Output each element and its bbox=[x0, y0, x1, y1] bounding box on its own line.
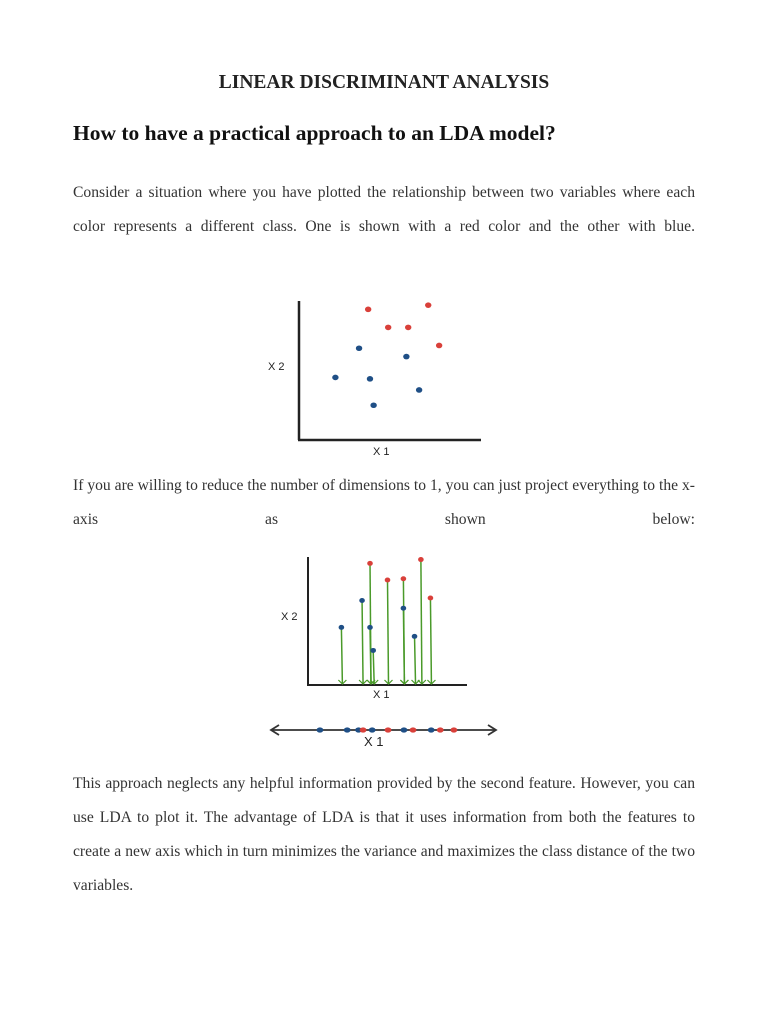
red-projected-point bbox=[450, 727, 457, 732]
x-axis-label: X 1 bbox=[364, 734, 384, 749]
blue-point bbox=[332, 375, 338, 381]
red-point bbox=[436, 343, 442, 349]
red-point bbox=[401, 576, 407, 581]
red-projected-point bbox=[385, 727, 392, 732]
x-axis-label: X 1 bbox=[373, 446, 390, 458]
y-axis-label: X 2 bbox=[281, 611, 298, 623]
x-axis-label: X 1 bbox=[373, 689, 390, 701]
red-point bbox=[385, 325, 391, 331]
blue-projected-point bbox=[401, 727, 408, 732]
projection-line bbox=[370, 627, 371, 684]
blue-projected-point bbox=[344, 727, 351, 732]
figure-number-line bbox=[271, 725, 496, 749]
projection-line bbox=[403, 608, 404, 684]
red-point bbox=[385, 578, 391, 583]
blue-point bbox=[401, 606, 407, 611]
blue-point bbox=[367, 376, 373, 382]
y-axis-label: X 2 bbox=[268, 361, 285, 373]
projection-line bbox=[430, 598, 431, 684]
blue-projected-point bbox=[369, 727, 376, 732]
red-point bbox=[405, 325, 411, 331]
projection-line bbox=[415, 636, 416, 684]
paragraph-intro: Consider a situation where you have plotted the relationship between two variables where each color represents a different class. One is shown with a red color and the other with blue. bbox=[73, 184, 695, 235]
blue-point bbox=[339, 625, 345, 630]
blue-point bbox=[370, 402, 376, 408]
projection-line bbox=[341, 627, 342, 684]
blue-point bbox=[412, 634, 418, 639]
projection-line bbox=[388, 580, 389, 684]
projection-line bbox=[421, 560, 422, 684]
figure-scatter bbox=[268, 301, 481, 458]
red-point bbox=[367, 561, 373, 566]
blue-projected-point bbox=[428, 727, 435, 732]
blue-projected-point bbox=[317, 727, 324, 732]
paragraph-lda-advantage: This approach neglects any helpful information provided by the second feature. However, you can use LDA to plot it. The advantage of LDA is that it uses information from both the features to create a new axis which in turn minimizes the variance and maximizes the class distance of the two variables. bbox=[73, 775, 695, 894]
blue-point bbox=[359, 598, 365, 603]
blue-point bbox=[367, 625, 373, 630]
red-projected-point bbox=[410, 727, 417, 732]
blue-point bbox=[416, 387, 422, 393]
red-point bbox=[418, 557, 424, 562]
red-projected-point bbox=[437, 727, 444, 732]
red-point bbox=[428, 595, 434, 600]
red-projected-point bbox=[360, 727, 367, 732]
document-title: LINEAR DISCRIMINANT ANALYSIS bbox=[218, 72, 550, 93]
figure-projection bbox=[281, 557, 467, 701]
red-point bbox=[425, 302, 431, 308]
blue-point bbox=[370, 648, 376, 653]
blue-point bbox=[356, 345, 362, 351]
paragraph-projection: If you are willing to reduce the number of dimensions to 1, you can just project everything to the x-axis as shown below: bbox=[73, 477, 695, 528]
section-heading: How to have a practical approach to an LDA model? bbox=[73, 121, 556, 145]
projection-line bbox=[373, 650, 374, 684]
red-point bbox=[365, 307, 371, 313]
blue-point bbox=[403, 354, 409, 360]
projection-line bbox=[362, 601, 363, 684]
